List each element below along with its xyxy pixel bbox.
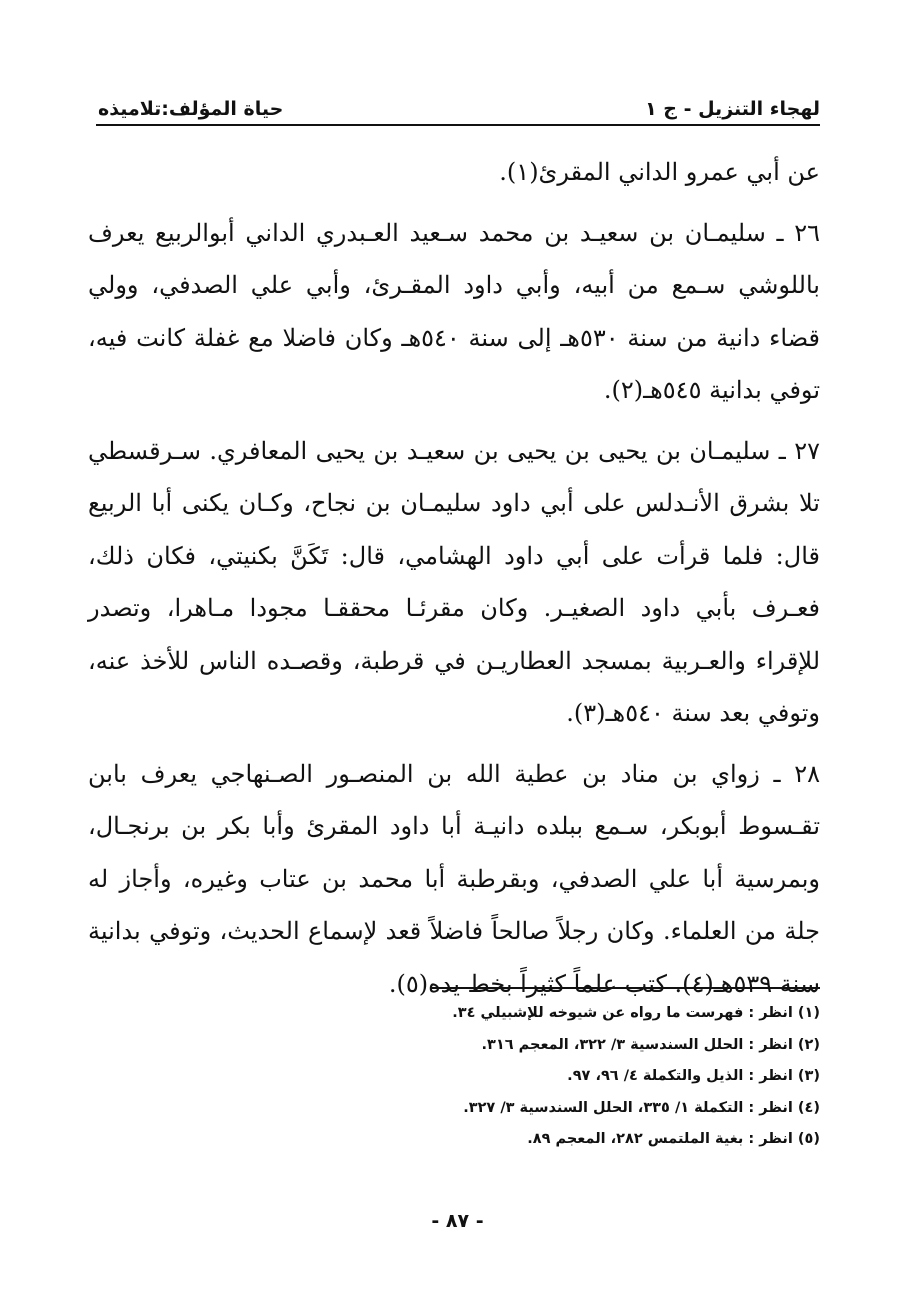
- paragraph-continuation: عن أبي عمرو الداني المقرئ(١).: [499, 158, 820, 186]
- paragraph-entry-26: ٢٦ ـ سليمـان بن سعيـد بن محمد سـعيد العـبدري الداني أبوالربيع يعرف باللوشي سـمع من أبيه، وأبي داود المقـرئ، وأبي علي الصدفي، وولي قضاء دانية من سنة ٥٣٠هـ إلى سنة ٥٤٠هـ وكان فاضلا مع غفلة كانت فيه، توفي بدانية ٥٤٥هـ(٢).: [88, 218, 821, 404]
- footnote-3: (٣) انظر : الذيل والتكملة ٤/ ٩٦، ٩٧.: [567, 1068, 820, 1084]
- header-section-title: حياة المؤلف:تلاميذه: [98, 98, 284, 120]
- footnote-1: (١) انظر : فهرست ما رواه عن شيوخه للإشبيلي ٣٤.: [452, 1005, 820, 1021]
- footnotes: [300, 998, 820, 1156]
- main-text: [88, 146, 820, 1010]
- header-book-title: لهجاء التنزيل - ج ١: [645, 98, 820, 120]
- page-number: - ٨٧ -: [431, 1210, 484, 1232]
- footnote-2: (٢) انظر : الحلل السندسية ٣/ ٣٢٢، المعجم ٣١٦.: [481, 1036, 820, 1053]
- footnote-5: (٥) انظر : بغية الملتمس ٢٨٢، المعجم ٨٩.: [527, 1131, 820, 1147]
- header-rule: [96, 124, 820, 126]
- footnote-rule: [430, 987, 820, 989]
- footnote-4: (٤) انظر : التكملة ١/ ٣٣٥، الحلل السندسية ٣/ ٣٢٧.: [463, 1099, 820, 1116]
- paragraph-entry-27: ٢٧ ـ سليمـان بن يحيى بن يحيى بن سعيـد بن يحيى المعافري. سـرقسطي تلا بشرق الأنـدلس على أبي داود سليمـان بن نجاح، وكـان يكنى أبا الربيع قال: فلما قرأت على أبي داود الهشامي، قال: تَكَنَّ بكنيتي، فكان ذلك، فعـرف بأبي داود الصغيـر. وكان مقرئـا محققـا مجودا مـاهرا، وتصدر للإقراء والعـربية بمسجد العطاريـن في قرطبة، وقصـده الناس للأخذ عنه، وتوفي بعد سنة ٥٤٠هـ(٣).: [88, 436, 820, 727]
- paragraph-entry-28: ٢٨ ـ زواي بن مناد بن عطية الله بن المنصـور الصـنهاجي يعرف بابن تقـسوط أبوبكر، سـمع ببلده دانيـة أبا داود المقرئ وأبا بكر بن برنجـال، وبمرسية أبا علي الصدفي، وبقرطبة أبا محمد بن عتاب وغيره، وأجاز له جلة من العلماء. وكان رجلاً صالحاً فاضلاً قعد لإسماع الحديث، وتوفي بدانية سنة ٥٣٩هـ(٤). كتب علماً كثيراً بخط يده(٥).: [88, 759, 820, 998]
- running-head: [98, 80, 820, 120]
